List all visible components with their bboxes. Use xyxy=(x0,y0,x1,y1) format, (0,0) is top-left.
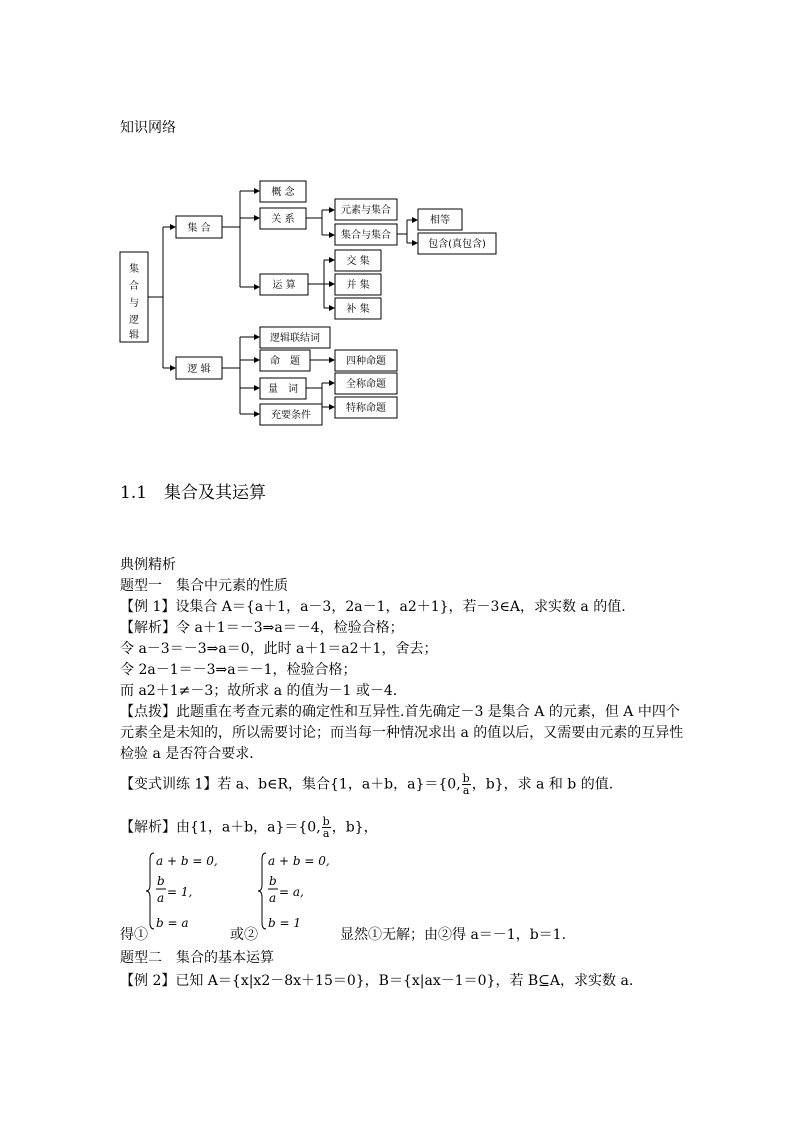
fraction-denominator-2: a xyxy=(322,827,330,840)
fraction-b-over-a-2 xyxy=(322,816,331,839)
text-line-1: 典例精析 xyxy=(120,557,176,573)
knowledge-mindmap xyxy=(0,0,794,440)
text-line-12-part-b: ，b}， xyxy=(331,819,378,836)
text-line-12 xyxy=(120,816,378,839)
label-huo-2: 或② xyxy=(230,927,258,943)
root-char-5: 辑 xyxy=(129,330,139,341)
node-mingti-label: 命 题 xyxy=(270,356,300,367)
sys2-eq2: = a, xyxy=(279,885,304,899)
sys1-eq2: = 1, xyxy=(167,885,193,899)
text-line-7: 而 a2＋1≠－3；故所求 a 的值为－1 或－4. xyxy=(120,683,398,699)
sys2-frac-num: b xyxy=(269,874,277,888)
sys1-frac-den: a xyxy=(157,891,165,905)
text-line-4: 【解析】令 a＋1＝－3⇒a＝－4，检验合格； xyxy=(120,620,404,636)
text-line-3: 【例 1】设集合 A＝{a＋1，a－3，2a－1，a2＋1}，若－3∈A，求实数 a 的值. xyxy=(120,599,626,615)
root-char-2: 合 xyxy=(129,281,139,292)
text-line-9: 元素全是未知的，所以需要讨论；而当每一种情况求出 a 的值以后，又需要由元素的互异性 xyxy=(120,725,684,741)
label-de-1: 得① xyxy=(120,927,148,943)
section-title: 1.1 集合及其运算 xyxy=(120,483,267,503)
node-lianjieci-label: 逻辑联结词 xyxy=(270,333,320,344)
fraction-denominator: a xyxy=(462,784,470,797)
sys1-frac-num: b xyxy=(157,874,165,888)
root-char-1: 集 xyxy=(129,264,139,275)
node-baohan-label: 包含(真包含) xyxy=(428,239,486,250)
root-char-3: 与 xyxy=(129,298,139,309)
text-line-6: 令 2a－1＝－3⇒a＝－1，检验合格； xyxy=(120,662,357,678)
sys1-eq1: a + b = 0, xyxy=(156,854,218,868)
knowledge-network-label: 知识网络 xyxy=(120,120,176,136)
node-techeng-label: 特称命题 xyxy=(346,403,386,414)
brace-system-1 xyxy=(146,853,154,929)
text-line-11-part-a: 【变式训练 1】若 a、b∈R，集合{1，a＋b，a}＝{0, xyxy=(120,776,461,793)
text-line-2: 题型一 集合中元素的性质 xyxy=(120,578,288,594)
sys2-frac-den: a xyxy=(269,891,277,905)
fraction-numerator: b xyxy=(462,772,470,785)
root-char-4: 逻 xyxy=(129,315,139,326)
text-line-11-part-b: ，b}，求 a 和 b 的值. xyxy=(471,776,614,793)
node-luoji-label: 逻 辑 xyxy=(187,364,211,375)
node-jiaoji-label: 交 集 xyxy=(346,256,370,267)
node-jihe-jihe-label: 集合与集合 xyxy=(341,230,391,241)
fraction-numerator-2: b xyxy=(322,815,330,828)
node-sizhong-label: 四种命题 xyxy=(346,356,386,367)
text-line-14: 题型二 集合的基本运算 xyxy=(120,950,274,966)
text-line-15: 【例 2】已知 A＝{x|x2－8x＋15＝0}，B＝{x|ax－1＝0}，若 B⊆A，求实数 a. xyxy=(120,973,634,989)
text-line-5: 令 a－3＝－3⇒a＝0，此时 a＋1＝a2＋1，舍去； xyxy=(120,641,438,657)
node-buji-label: 补 集 xyxy=(346,304,370,315)
node-yuansu-jihe-label: 元素与集合 xyxy=(341,205,391,216)
text-line-10: 检验 a 是否符合要求. xyxy=(120,746,254,762)
node-liangci-label: 量 词 xyxy=(268,384,298,395)
text-line-11 xyxy=(120,773,613,796)
node-bingji-label: 并 集 xyxy=(346,280,370,291)
fraction-b-over-a xyxy=(462,773,471,796)
sys2-eq1: a + b = 0, xyxy=(268,854,330,868)
text-line-12-part-a: 【解析】由{1，a＋b，a}＝{0, xyxy=(120,819,321,836)
node-xiangdeng-label: 相等 xyxy=(430,215,450,226)
node-gainian-label: 概 念 xyxy=(271,187,295,198)
sys1-eq3: b = a xyxy=(156,916,189,930)
node-guanxi-label: 关 系 xyxy=(271,214,295,225)
brace-system-2 xyxy=(258,853,266,929)
node-quancheng-label: 全称命题 xyxy=(346,379,386,390)
node-jihe-label: 集 合 xyxy=(187,223,211,234)
node-yunsuan-label: 运 算 xyxy=(272,280,296,291)
conclusion-text: 显然①无解；由②得 a＝－1，b＝1. xyxy=(340,927,567,943)
node-chongyao-label: 充要条件 xyxy=(271,410,311,421)
text-line-8: 【点拨】此题重在考查元素的确定性和互异性.首先确定－3 是集合 A 的元素，但 A 中四个 xyxy=(120,704,680,720)
sys2-eq3: b = 1 xyxy=(268,916,301,930)
